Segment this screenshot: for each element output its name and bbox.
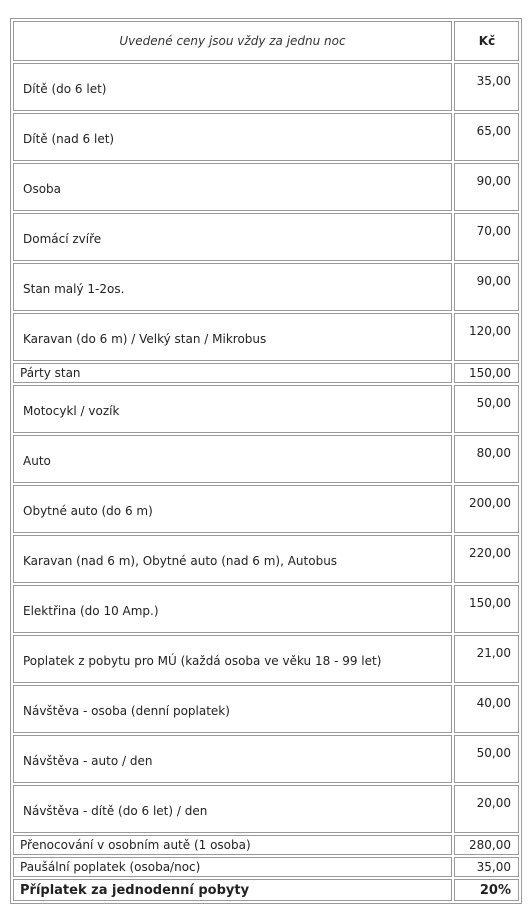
row-label: Návštěva - dítě (do 6 let) / den — [13, 785, 452, 833]
row-label: Příplatek za jednodenní pobyty — [13, 879, 452, 901]
row-price: 20,00 — [454, 785, 519, 833]
row-label: Motocykl / vozík — [13, 385, 452, 433]
row-price: 280,00 — [454, 835, 519, 855]
table-row — [13, 385, 519, 433]
row-price: 40,00 — [454, 685, 519, 733]
table-row — [13, 363, 519, 383]
row-price: 90,00 — [454, 263, 519, 311]
table-row — [13, 857, 519, 877]
row-price: 70,00 — [454, 213, 519, 261]
table-row — [13, 535, 519, 583]
row-price: 50,00 — [454, 735, 519, 783]
row-price: 80,00 — [454, 435, 519, 483]
row-label: Domácí zvíře — [13, 213, 452, 261]
row-price: 21,00 — [454, 635, 519, 683]
row-price: 200,00 — [454, 485, 519, 533]
row-label: Párty stan — [13, 363, 452, 383]
table-row — [13, 113, 519, 161]
row-price: 90,00 — [454, 163, 519, 211]
row-label: Návštěva - auto / den — [13, 735, 452, 783]
table-row — [13, 835, 519, 855]
table-row — [13, 735, 519, 783]
price-table — [10, 18, 522, 904]
table-row — [13, 635, 519, 683]
row-price: 220,00 — [454, 535, 519, 583]
table-row — [13, 879, 519, 901]
table-row — [13, 435, 519, 483]
row-label: Přenocování v osobním autě (1 osoba) — [13, 835, 452, 855]
row-label: Obytné auto (do 6 m) — [13, 485, 452, 533]
table-row — [13, 213, 519, 261]
row-price: 150,00 — [454, 363, 519, 383]
row-label: Elektřina (do 10 Amp.) — [13, 585, 452, 633]
header-currency: Kč — [454, 21, 519, 61]
table-row — [13, 63, 519, 111]
table-row — [13, 313, 519, 361]
table-row — [13, 263, 519, 311]
row-price: 35,00 — [454, 857, 519, 877]
table-row — [13, 785, 519, 833]
table-row — [13, 163, 519, 211]
row-label: Auto — [13, 435, 452, 483]
table-row — [13, 585, 519, 633]
row-label: Stan malý 1-2os. — [13, 263, 452, 311]
row-label: Paušální poplatek (osoba/noc) — [13, 857, 452, 877]
row-price: 150,00 — [454, 585, 519, 633]
table-header-row — [13, 21, 519, 61]
row-label: Návštěva - osoba (denní poplatek) — [13, 685, 452, 733]
row-price: 65,00 — [454, 113, 519, 161]
row-label: Osoba — [13, 163, 452, 211]
table-row — [13, 485, 519, 533]
header-note: Uvedené ceny jsou vždy za jednu noc — [13, 21, 452, 61]
row-label: Dítě (do 6 let) — [13, 63, 452, 111]
row-label: Karavan (do 6 m) / Velký stan / Mikrobus — [13, 313, 452, 361]
row-price: 120,00 — [454, 313, 519, 361]
row-price: 35,00 — [454, 63, 519, 111]
row-price: 50,00 — [454, 385, 519, 433]
row-price: 20% — [454, 879, 519, 901]
row-label: Karavan (nad 6 m), Obytné auto (nad 6 m), Autobus — [13, 535, 452, 583]
row-label: Dítě (nad 6 let) — [13, 113, 452, 161]
row-label: Poplatek z pobytu pro MÚ (každá osoba ve věku 18 - 99 let) — [13, 635, 452, 683]
table-row — [13, 685, 519, 733]
